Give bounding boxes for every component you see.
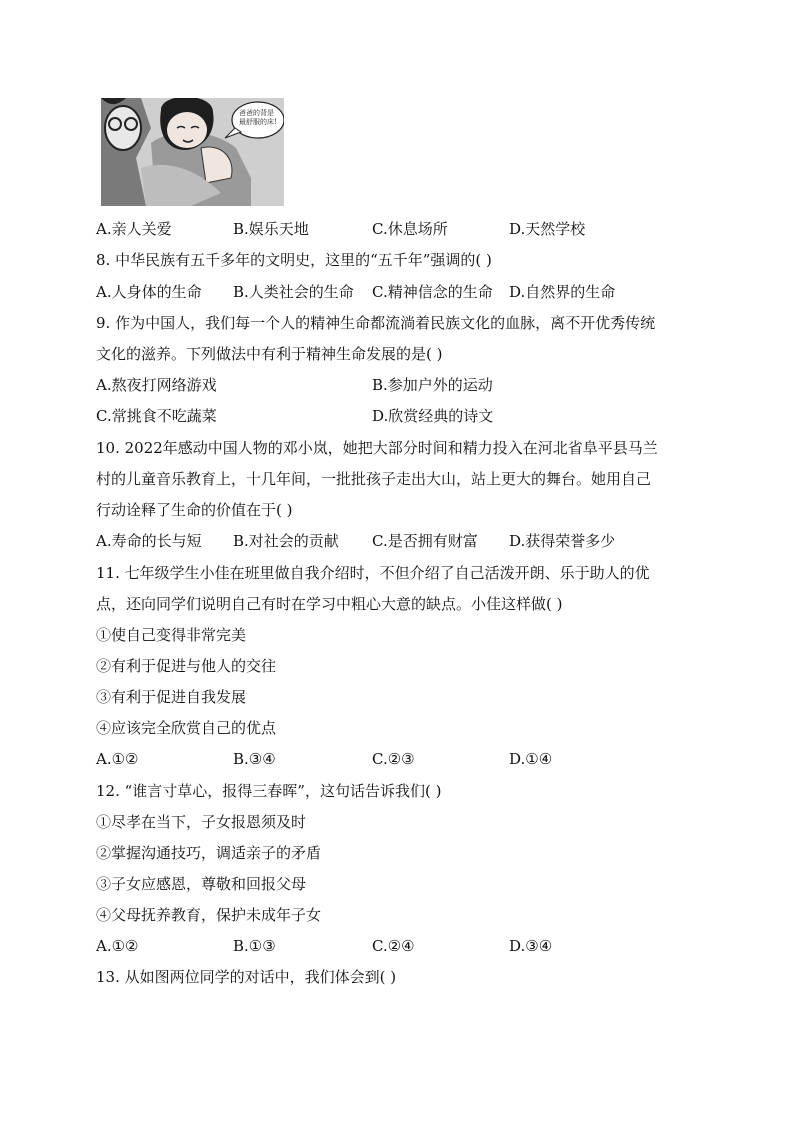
q12-stem: 12. “谁言寸草心，报得三春晖”，这句话告诉我们( )	[96, 782, 442, 800]
q12-item-1: ①尽孝在当下，子女报恩须及时	[96, 813, 307, 831]
q12-option-d[interactable]: D.③④	[509, 937, 553, 955]
q10-stem-line-2: 村的儿童音乐教育上，十几年间，一批批孩子走出大山，站上更大的舞台。她用自己	[96, 470, 652, 488]
q12-option-c[interactable]: C.②④	[372, 937, 415, 955]
q8-option-b[interactable]: B.人类社会的生命	[233, 283, 354, 301]
q13-stem: 13. 从如图两位同学的对话中，我们体会到( )	[96, 968, 397, 986]
q9-option-c[interactable]: C.常挑食不吃蔬菜	[96, 407, 217, 425]
q9-option-d[interactable]: D.欣赏经典的诗文	[372, 407, 494, 425]
q9-option-b[interactable]: B.参加户外的运动	[372, 376, 493, 394]
q11-item-2: ②有利于促进与他人的交往	[96, 657, 277, 675]
q11-option-b[interactable]: B.③④	[233, 750, 276, 768]
q10-option-a[interactable]: A.寿命的长与短	[96, 532, 202, 550]
q7-option-d[interactable]: D.天然学校	[509, 220, 586, 238]
q9-stem-line-1: 9. 作为中国人，我们每一个人的精神生命都流淌着民族文化的血脉，离不开优秀传统	[96, 314, 656, 332]
q10-option-d[interactable]: D.获得荣誉多少	[509, 532, 616, 550]
q8-option-c[interactable]: C.精神信念的生命	[372, 283, 493, 301]
q8-stem: 8. 中华民族有五千多年的文明史，这里的“五千年”强调的( )	[96, 251, 492, 269]
q11-item-3: ③有利于促进自我发展	[96, 688, 247, 706]
q12-item-3: ③子女应感恩，尊敬和回报父母	[96, 875, 307, 893]
q10-option-b[interactable]: B.对社会的贡献	[233, 532, 339, 550]
q11-option-a[interactable]: A.①②	[96, 750, 139, 768]
q12-option-b[interactable]: B.①③	[233, 937, 276, 955]
q9-option-a[interactable]: A.熬夜打网络游戏	[96, 376, 217, 394]
q11-stem-line-1: 11. 七年级学生小佳在班里做自我介绍时，不但介绍了自己活泼开朗、乐于助人的优	[96, 564, 650, 582]
q12-item-2: ②掌握沟通技巧，调适亲子的矛盾	[96, 844, 322, 862]
q10-option-c[interactable]: C.是否拥有财富	[372, 532, 478, 550]
q7-option-b[interactable]: B.娱乐天地	[233, 220, 309, 238]
parent-child-illustration	[101, 98, 284, 206]
q11-item-1: ①使自己变得非常完美	[96, 626, 247, 644]
q7-option-a[interactable]: A.亲人关爱	[96, 220, 172, 238]
q8-option-d[interactable]: D.自然界的生命	[509, 283, 616, 301]
q7-option-c[interactable]: C.休息场所	[372, 220, 448, 238]
q10-stem-line-3: 行动诠释了生命的价值在于( )	[96, 501, 293, 519]
q8-option-a[interactable]: A.人身体的生命	[96, 283, 202, 301]
q11-stem-line-2: 点，还向同学们说明自己有时在学习中粗心大意的缺点。小佳这样做( )	[96, 595, 563, 613]
q12-item-4: ④父母抚养教育，保护未成年子女	[96, 906, 322, 924]
q10-stem-line-1: 10. 2022年感动中国人物的邓小岚，她把大部分时间和精力投入在河北省阜平县马兰	[96, 439, 658, 457]
speech-bubble-text: 爸爸的背是最舒服的床!	[239, 109, 277, 126]
q12-option-a[interactable]: A.①②	[96, 937, 139, 955]
q9-stem-line-2: 文化的滋养。下列做法中有利于精神生命发展的是( )	[96, 345, 443, 363]
q11-option-d[interactable]: D.①④	[509, 750, 553, 768]
q11-option-c[interactable]: C.②③	[372, 750, 415, 768]
q11-item-4: ④应该完全欣赏自己的优点	[96, 719, 277, 737]
